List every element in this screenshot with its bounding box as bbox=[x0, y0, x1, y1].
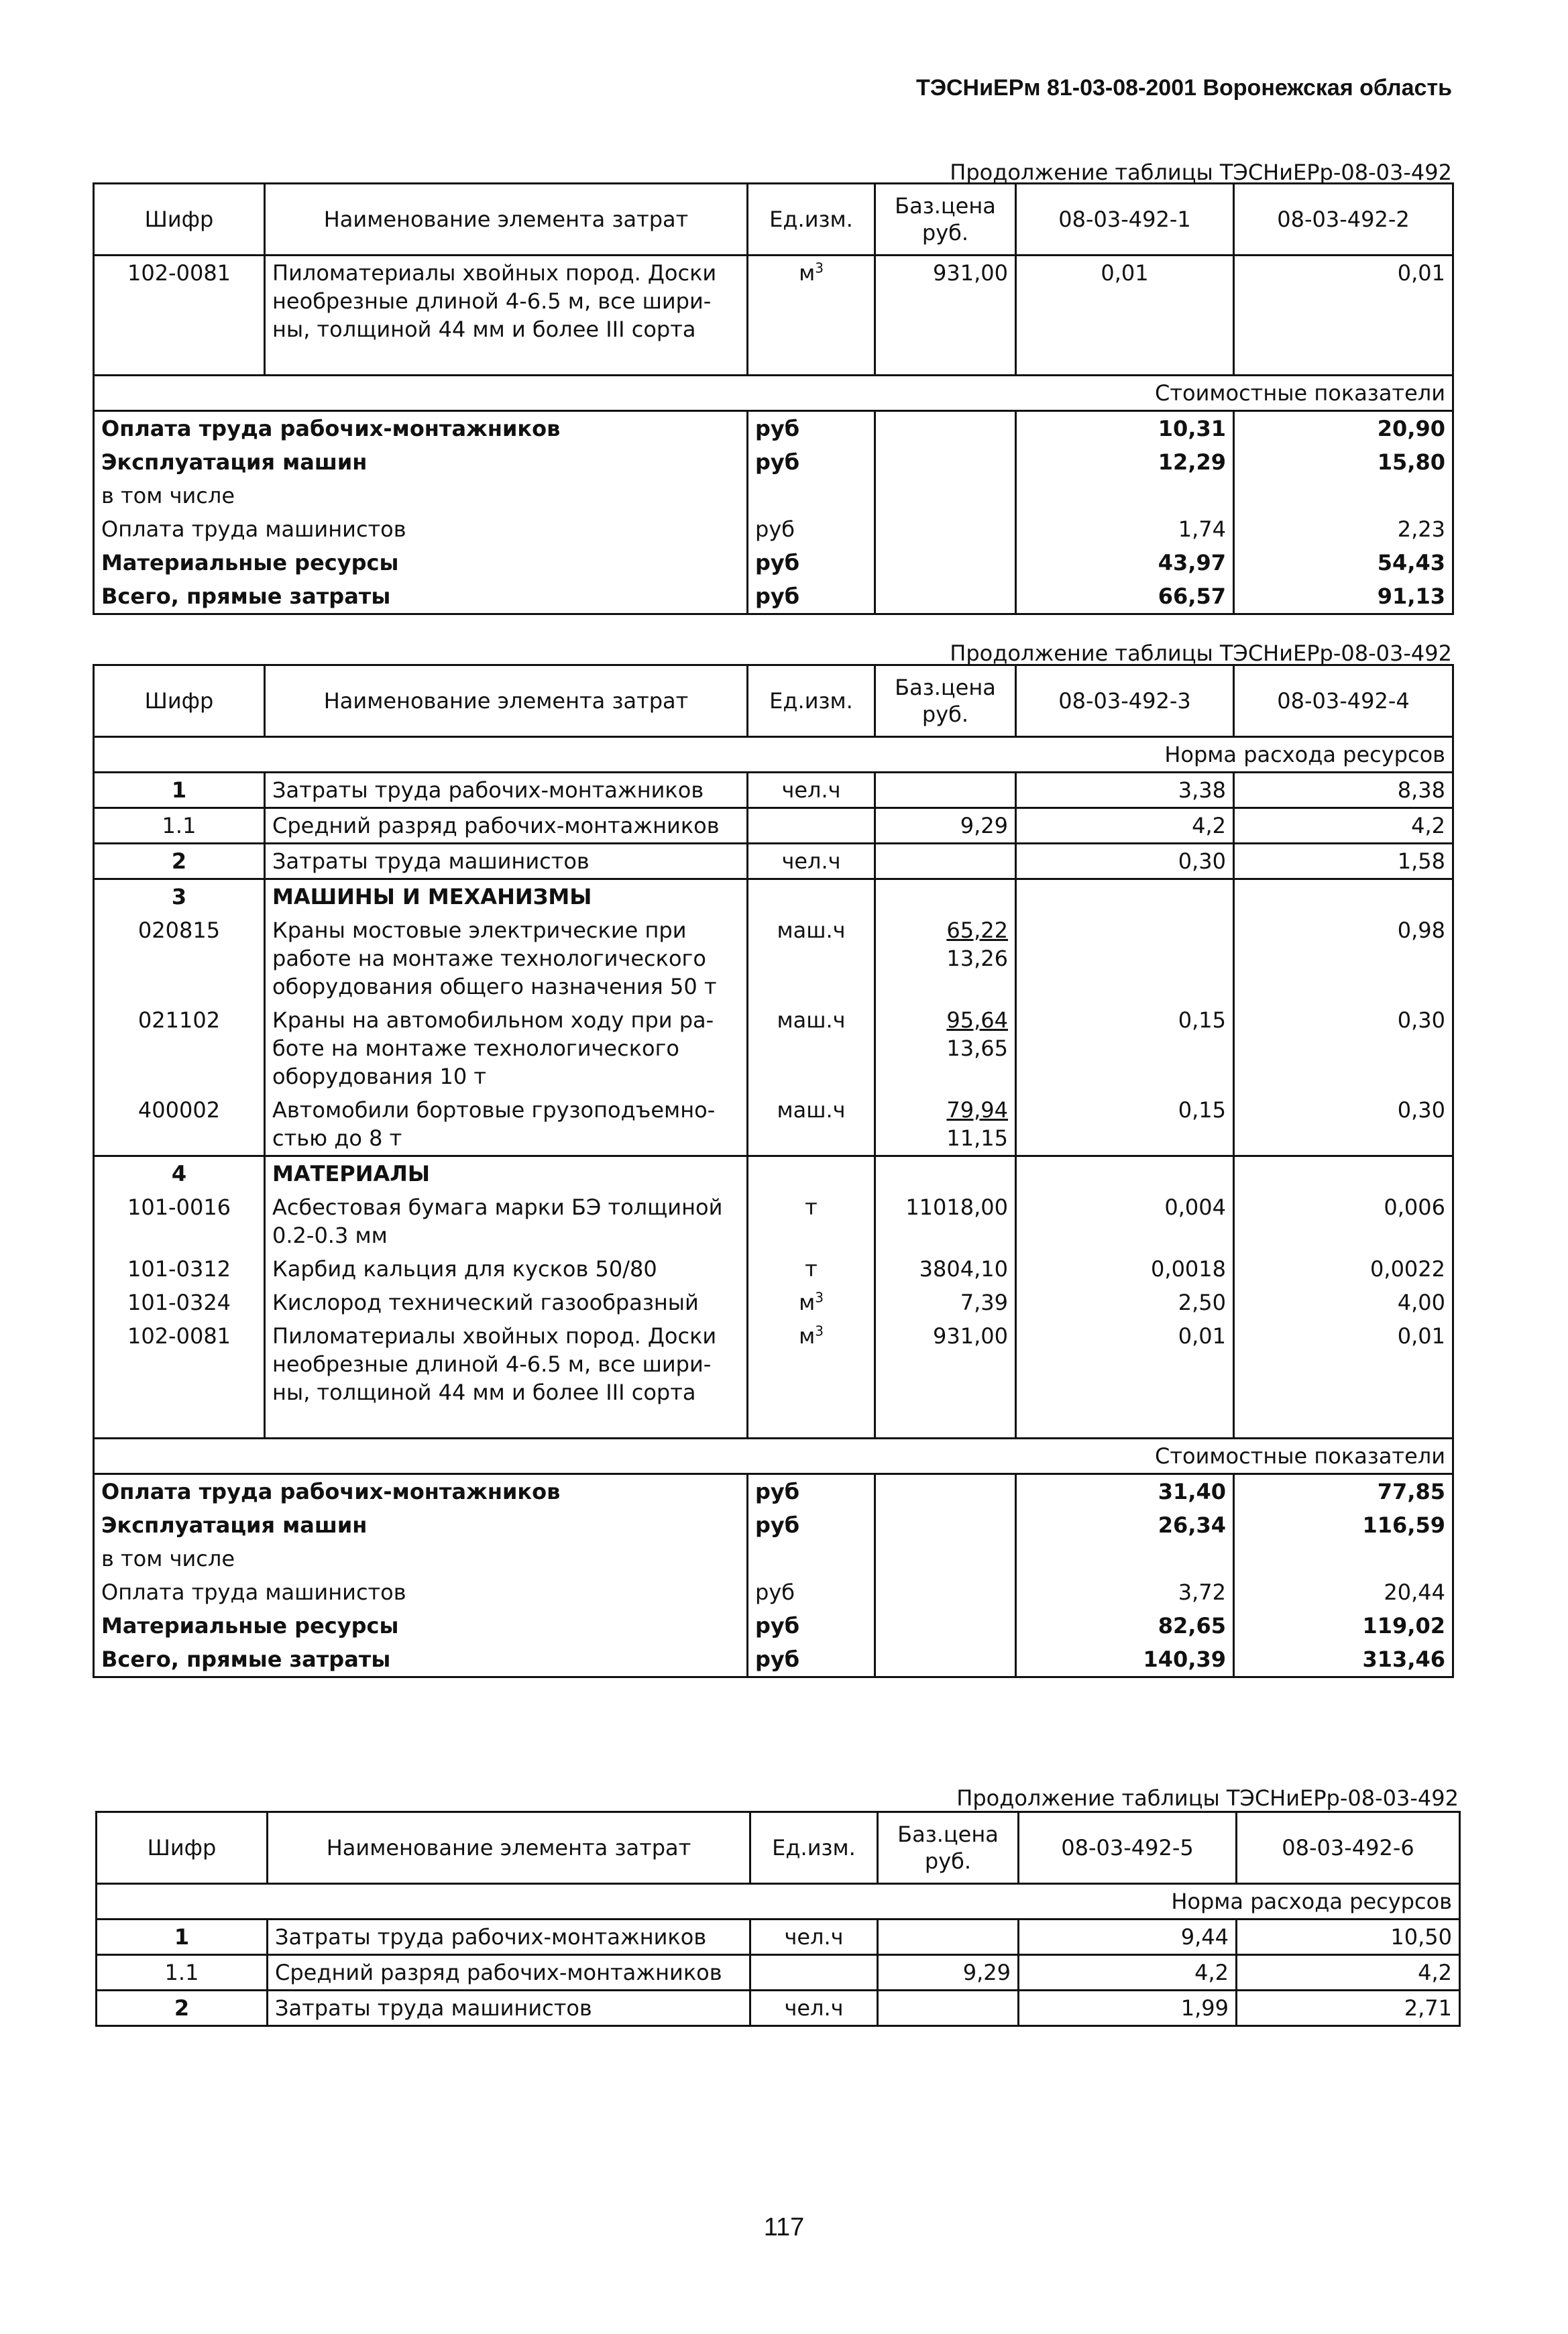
cost-unit: руб bbox=[748, 1508, 875, 1542]
row-value-2: 2,71 bbox=[1237, 1991, 1460, 2026]
cost-row bbox=[94, 512, 1453, 546]
section-row bbox=[94, 1156, 1453, 1191]
table-row bbox=[97, 1991, 1460, 2026]
cost-value-2: 116,59 bbox=[1234, 1508, 1453, 1542]
cost-unit: руб bbox=[748, 1643, 875, 1677]
row-code: 400002 bbox=[94, 1093, 265, 1156]
section-row bbox=[94, 879, 1453, 914]
table3 bbox=[95, 1811, 1461, 2027]
row-unit: $м^3$ bbox=[748, 1319, 875, 1409]
cost-value-2: 54,43 bbox=[1234, 546, 1453, 579]
table-row bbox=[94, 256, 1453, 347]
cost-name: в том числе bbox=[94, 479, 748, 512]
row-value-1: 0,15 bbox=[1016, 1003, 1234, 1093]
cost-row bbox=[94, 579, 1453, 614]
row-value-2: 0,30 bbox=[1234, 1003, 1453, 1093]
row-value-2: 4,2 bbox=[1237, 1955, 1460, 1991]
row-name: Карбид кальция для кусков 50/80 bbox=[265, 1252, 748, 1286]
row-price: 3804,10 bbox=[875, 1252, 1016, 1286]
row-value-2: 4,2 bbox=[1234, 808, 1453, 844]
cost-value-1: 31,40 bbox=[1016, 1474, 1234, 1509]
col-header-price: Баз.цена руб. bbox=[875, 665, 1016, 737]
row-value-2: 10,50 bbox=[1237, 1920, 1460, 1955]
row-unit: чел.ч bbox=[748, 844, 875, 879]
cost-unit bbox=[748, 1542, 875, 1575]
table-row bbox=[97, 1955, 1460, 1991]
table-row bbox=[94, 808, 1453, 844]
cost-value-1: 66,57 bbox=[1016, 579, 1234, 614]
row-name: Кислород технический газообразный bbox=[265, 1286, 748, 1319]
row-name: Пиломатериалы хвойных пород. Доски необрезные длиной 4-6.5 м, все шири-ны, толщиной 44 мм и более III сорта bbox=[265, 256, 748, 347]
row-code: 1.1 bbox=[97, 1955, 268, 1991]
cost-value-1: 82,65 bbox=[1016, 1609, 1234, 1643]
row-value-2: 0,30 bbox=[1234, 1093, 1453, 1156]
cost-unit: руб bbox=[748, 1575, 875, 1609]
row-value-2: 0,01 bbox=[1234, 1319, 1453, 1409]
row-value-2: 0,0022 bbox=[1234, 1252, 1453, 1286]
row-price: 95,64 13,65 bbox=[875, 1003, 1016, 1093]
cost-value-1: 26,34 bbox=[1016, 1508, 1234, 1542]
row-code: 2 bbox=[94, 844, 265, 879]
cost-row bbox=[94, 445, 1453, 479]
table-row bbox=[94, 1252, 1453, 1286]
cost-row bbox=[94, 1643, 1453, 1677]
cost-row bbox=[94, 411, 1453, 446]
cost-value-1: 140,39 bbox=[1016, 1643, 1234, 1677]
row-code: 101-0312 bbox=[94, 1252, 265, 1286]
row-name: Пиломатериалы хвойных пород. Доски необрезные длиной 4-6.5 м, все шири-ны, толщиной 44 мм и более III сорта bbox=[265, 1319, 748, 1409]
cost-value-2 bbox=[1234, 479, 1453, 512]
cost-value-2: 15,80 bbox=[1234, 445, 1453, 479]
cost-value-1 bbox=[1016, 1542, 1234, 1575]
row-code: 101-0016 bbox=[94, 1190, 265, 1252]
row-price bbox=[878, 1920, 1019, 1955]
cost-name: Оплата труда машинистов bbox=[94, 512, 748, 546]
table-row bbox=[94, 773, 1453, 808]
row-name: Средний разряд рабочих-монтажников bbox=[268, 1955, 750, 1991]
cost-value-2: 20,44 bbox=[1234, 1575, 1453, 1609]
row-value-1: 0,01 bbox=[1016, 1319, 1234, 1409]
cost-value-1: 12,29 bbox=[1016, 445, 1234, 479]
row-value-1: 0,004 bbox=[1016, 1190, 1234, 1252]
table1-caption: Продолжение таблицы ТЭСНиЕРр-08-03-492 bbox=[950, 160, 1452, 185]
cost-value-1 bbox=[1016, 479, 1234, 512]
cost-row bbox=[94, 1508, 1453, 1542]
row-unit: т bbox=[748, 1252, 875, 1286]
cost-name: Материальные ресурсы bbox=[94, 1609, 748, 1643]
row-price: 79,94 11,15 bbox=[875, 1093, 1016, 1156]
page-header: ТЭСНиЕРм 81-03-08-2001 Воронежская область bbox=[916, 75, 1452, 101]
row-unit bbox=[750, 1955, 878, 1991]
row-name: Асбестовая бумага марки БЭ толщиной 0.2-0.3 мм bbox=[265, 1190, 748, 1252]
table-row bbox=[94, 913, 1453, 1003]
row-value-2: 8,38 bbox=[1234, 773, 1453, 808]
cost-value-2: 119,02 bbox=[1234, 1609, 1453, 1643]
row-name: Средний разряд рабочих-монтажников bbox=[265, 808, 748, 844]
row-value-1: 0,30 bbox=[1016, 844, 1234, 879]
col-header-name: Наименование элемента затрат bbox=[268, 1812, 750, 1884]
row-value-1: 4,2 bbox=[1019, 1955, 1237, 1991]
row-name: Краны мостовые электрические при работе на монтаже технологического оборудования общего назначения 50 т bbox=[265, 913, 748, 1003]
cost-unit: руб bbox=[748, 546, 875, 579]
cost-row bbox=[94, 1474, 1453, 1509]
cost-unit: руб bbox=[748, 1474, 875, 1509]
cost-value-2: 2,23 bbox=[1234, 512, 1453, 546]
row-code: 1.1 bbox=[94, 808, 265, 844]
row-unit: чел.ч bbox=[748, 773, 875, 808]
col-header-unit: Ед.изм. bbox=[748, 665, 875, 737]
row-price: 9,29 bbox=[878, 1955, 1019, 1991]
cost-name: Оплата труда рабочих-монтажников bbox=[94, 411, 748, 446]
cost-unit: руб bbox=[748, 579, 875, 614]
col-header-code: Шифр bbox=[94, 665, 265, 737]
cost-value-2: 91,13 bbox=[1234, 579, 1453, 614]
col-header-unit: Ед.изм. bbox=[750, 1812, 878, 1884]
row-value-2: 0,01 bbox=[1234, 256, 1453, 347]
row-name: Автомобили бортовые грузоподъемно-стью до 8 т bbox=[265, 1093, 748, 1156]
row-price bbox=[875, 773, 1016, 808]
row-unit: чел.ч bbox=[750, 1920, 878, 1955]
row-value-1: 3,38 bbox=[1016, 773, 1234, 808]
col-header-code-1: 08-03-492-1 bbox=[1016, 184, 1234, 256]
row-unit: $м^3$ bbox=[748, 1286, 875, 1319]
row-name: МАШИНЫ И МЕХАНИЗМЫ bbox=[265, 879, 748, 914]
section-resource-norm: Норма расхода ресурсов bbox=[94, 737, 1453, 773]
row-code: 4 bbox=[94, 1156, 265, 1191]
table-row bbox=[97, 1920, 1460, 1955]
cost-value-2 bbox=[1234, 1542, 1453, 1575]
row-unit: маш.ч bbox=[748, 1093, 875, 1156]
row-name: МАТЕРИАЛЫ bbox=[265, 1156, 748, 1191]
row-code: 102-0081 bbox=[94, 1319, 265, 1409]
cost-name: Эксплуатация машин bbox=[94, 445, 748, 479]
cost-value-1: 10,31 bbox=[1016, 411, 1234, 446]
row-code: 102-0081 bbox=[94, 256, 265, 347]
col-header-code-4: 08-03-492-4 bbox=[1234, 665, 1453, 737]
col-header-price: Баз.цена руб. bbox=[875, 184, 1016, 256]
cost-value-1: 1,74 bbox=[1016, 512, 1234, 546]
section-resource-norm: Норма расхода ресурсов bbox=[97, 1884, 1460, 1920]
cost-name: Всего, прямые затраты bbox=[94, 579, 748, 614]
cost-value-2: 77,85 bbox=[1234, 1474, 1453, 1509]
row-unit bbox=[748, 808, 875, 844]
row-price: 931,00 bbox=[875, 1319, 1016, 1409]
row-name: Затраты труда рабочих-монтажников bbox=[268, 1920, 750, 1955]
row-value-1 bbox=[1016, 913, 1234, 1003]
cost-name: в том числе bbox=[94, 1542, 748, 1575]
cost-value-2: 20,90 bbox=[1234, 411, 1453, 446]
row-code: 2 bbox=[97, 1991, 268, 2026]
cost-value-1: 43,97 bbox=[1016, 546, 1234, 579]
row-price: 931,00 bbox=[875, 256, 1016, 347]
col-header-name: Наименование элемента затрат bbox=[265, 184, 748, 256]
row-unit: т bbox=[748, 1190, 875, 1252]
table2-caption: Продолжение таблицы ТЭСНиЕРр-08-03-492 bbox=[950, 641, 1452, 666]
cost-row bbox=[94, 1575, 1453, 1609]
row-price: 9,29 bbox=[875, 808, 1016, 844]
row-price bbox=[875, 844, 1016, 879]
col-header-code-6: 08-03-492-6 bbox=[1237, 1812, 1460, 1884]
row-code: 1 bbox=[97, 1920, 268, 1955]
row-value-1: 0,01 bbox=[1016, 256, 1234, 347]
cost-value-1: 3,72 bbox=[1016, 1575, 1234, 1609]
table2 bbox=[93, 664, 1454, 1678]
row-code: 101-0324 bbox=[94, 1286, 265, 1319]
row-name: Затраты труда машинистов bbox=[268, 1991, 750, 2026]
row-code: 020815 bbox=[94, 913, 265, 1003]
row-price bbox=[878, 1991, 1019, 2026]
row-value-1: 2,50 bbox=[1016, 1286, 1234, 1319]
cost-unit: руб bbox=[748, 445, 875, 479]
row-name: Краны на автомобильном ходу при ра-боте на монтаже технологического оборудования 10 т bbox=[265, 1003, 748, 1093]
table-row bbox=[94, 1190, 1453, 1252]
row-unit: $м^3$ bbox=[748, 256, 875, 347]
row-value-2: 1,58 bbox=[1234, 844, 1453, 879]
table-row bbox=[94, 1093, 1453, 1156]
row-value-2: 4,00 bbox=[1234, 1286, 1453, 1319]
row-name: Затраты труда машинистов bbox=[265, 844, 748, 879]
col-header-unit: Ед.изм. bbox=[748, 184, 875, 256]
col-header-code-5: 08-03-492-5 bbox=[1019, 1812, 1237, 1884]
cost-row bbox=[94, 546, 1453, 579]
row-value-1: 1,99 bbox=[1019, 1991, 1237, 2026]
cost-name: Эксплуатация машин bbox=[94, 1508, 748, 1542]
row-unit: чел.ч bbox=[750, 1991, 878, 2026]
row-value-2: 0,006 bbox=[1234, 1190, 1453, 1252]
row-value-1: 0,0018 bbox=[1016, 1252, 1234, 1286]
row-unit: маш.ч bbox=[748, 1003, 875, 1093]
cost-name: Всего, прямые затраты bbox=[94, 1643, 748, 1677]
row-value-1: 0,15 bbox=[1016, 1093, 1234, 1156]
row-unit: маш.ч bbox=[748, 913, 875, 1003]
cost-row bbox=[94, 479, 1453, 512]
cost-name: Материальные ресурсы bbox=[94, 546, 748, 579]
row-code: 021102 bbox=[94, 1003, 265, 1093]
col-header-code: Шифр bbox=[97, 1812, 268, 1884]
col-header-name: Наименование элемента затрат bbox=[265, 665, 748, 737]
section-cost-indicators: Стоимостные показатели bbox=[94, 376, 1453, 411]
cost-unit bbox=[748, 479, 875, 512]
table-row bbox=[94, 1003, 1453, 1093]
row-value-2: 0,98 bbox=[1234, 913, 1453, 1003]
cost-name: Оплата труда машинистов bbox=[94, 1575, 748, 1609]
page-number: 117 bbox=[763, 2213, 805, 2241]
table-row bbox=[94, 844, 1453, 879]
cost-unit: руб bbox=[748, 411, 875, 446]
table1 bbox=[93, 182, 1454, 615]
row-price: 65,22 13,26 bbox=[875, 913, 1016, 1003]
row-price: 7,39 bbox=[875, 1286, 1016, 1319]
row-name: Затраты труда рабочих-монтажников bbox=[265, 773, 748, 808]
cost-row bbox=[94, 1609, 1453, 1643]
col-header-code-3: 08-03-492-3 bbox=[1016, 665, 1234, 737]
cost-value-2: 313,46 bbox=[1234, 1643, 1453, 1677]
table3-caption: Продолжение таблицы ТЭСНиЕРр-08-03-492 bbox=[956, 1785, 1459, 1811]
cost-unit: руб bbox=[748, 1609, 875, 1643]
col-header-price: Баз.цена руб. bbox=[878, 1812, 1019, 1884]
row-code: 1 bbox=[94, 773, 265, 808]
row-code: 3 bbox=[94, 879, 265, 914]
cost-unit: руб bbox=[748, 512, 875, 546]
section-cost-indicators: Стоимостные показатели bbox=[94, 1439, 1453, 1474]
col-header-code-2: 08-03-492-2 bbox=[1234, 184, 1453, 256]
col-header-code: Шифр bbox=[94, 184, 265, 256]
row-value-1: 4,2 bbox=[1016, 808, 1234, 844]
table-row bbox=[94, 1319, 1453, 1409]
cost-name: Оплата труда рабочих-монтажников bbox=[94, 1474, 748, 1509]
row-price: 11018,00 bbox=[875, 1190, 1016, 1252]
cost-row bbox=[94, 1542, 1453, 1575]
table-row bbox=[94, 1286, 1453, 1319]
row-value-1: 9,44 bbox=[1019, 1920, 1237, 1955]
